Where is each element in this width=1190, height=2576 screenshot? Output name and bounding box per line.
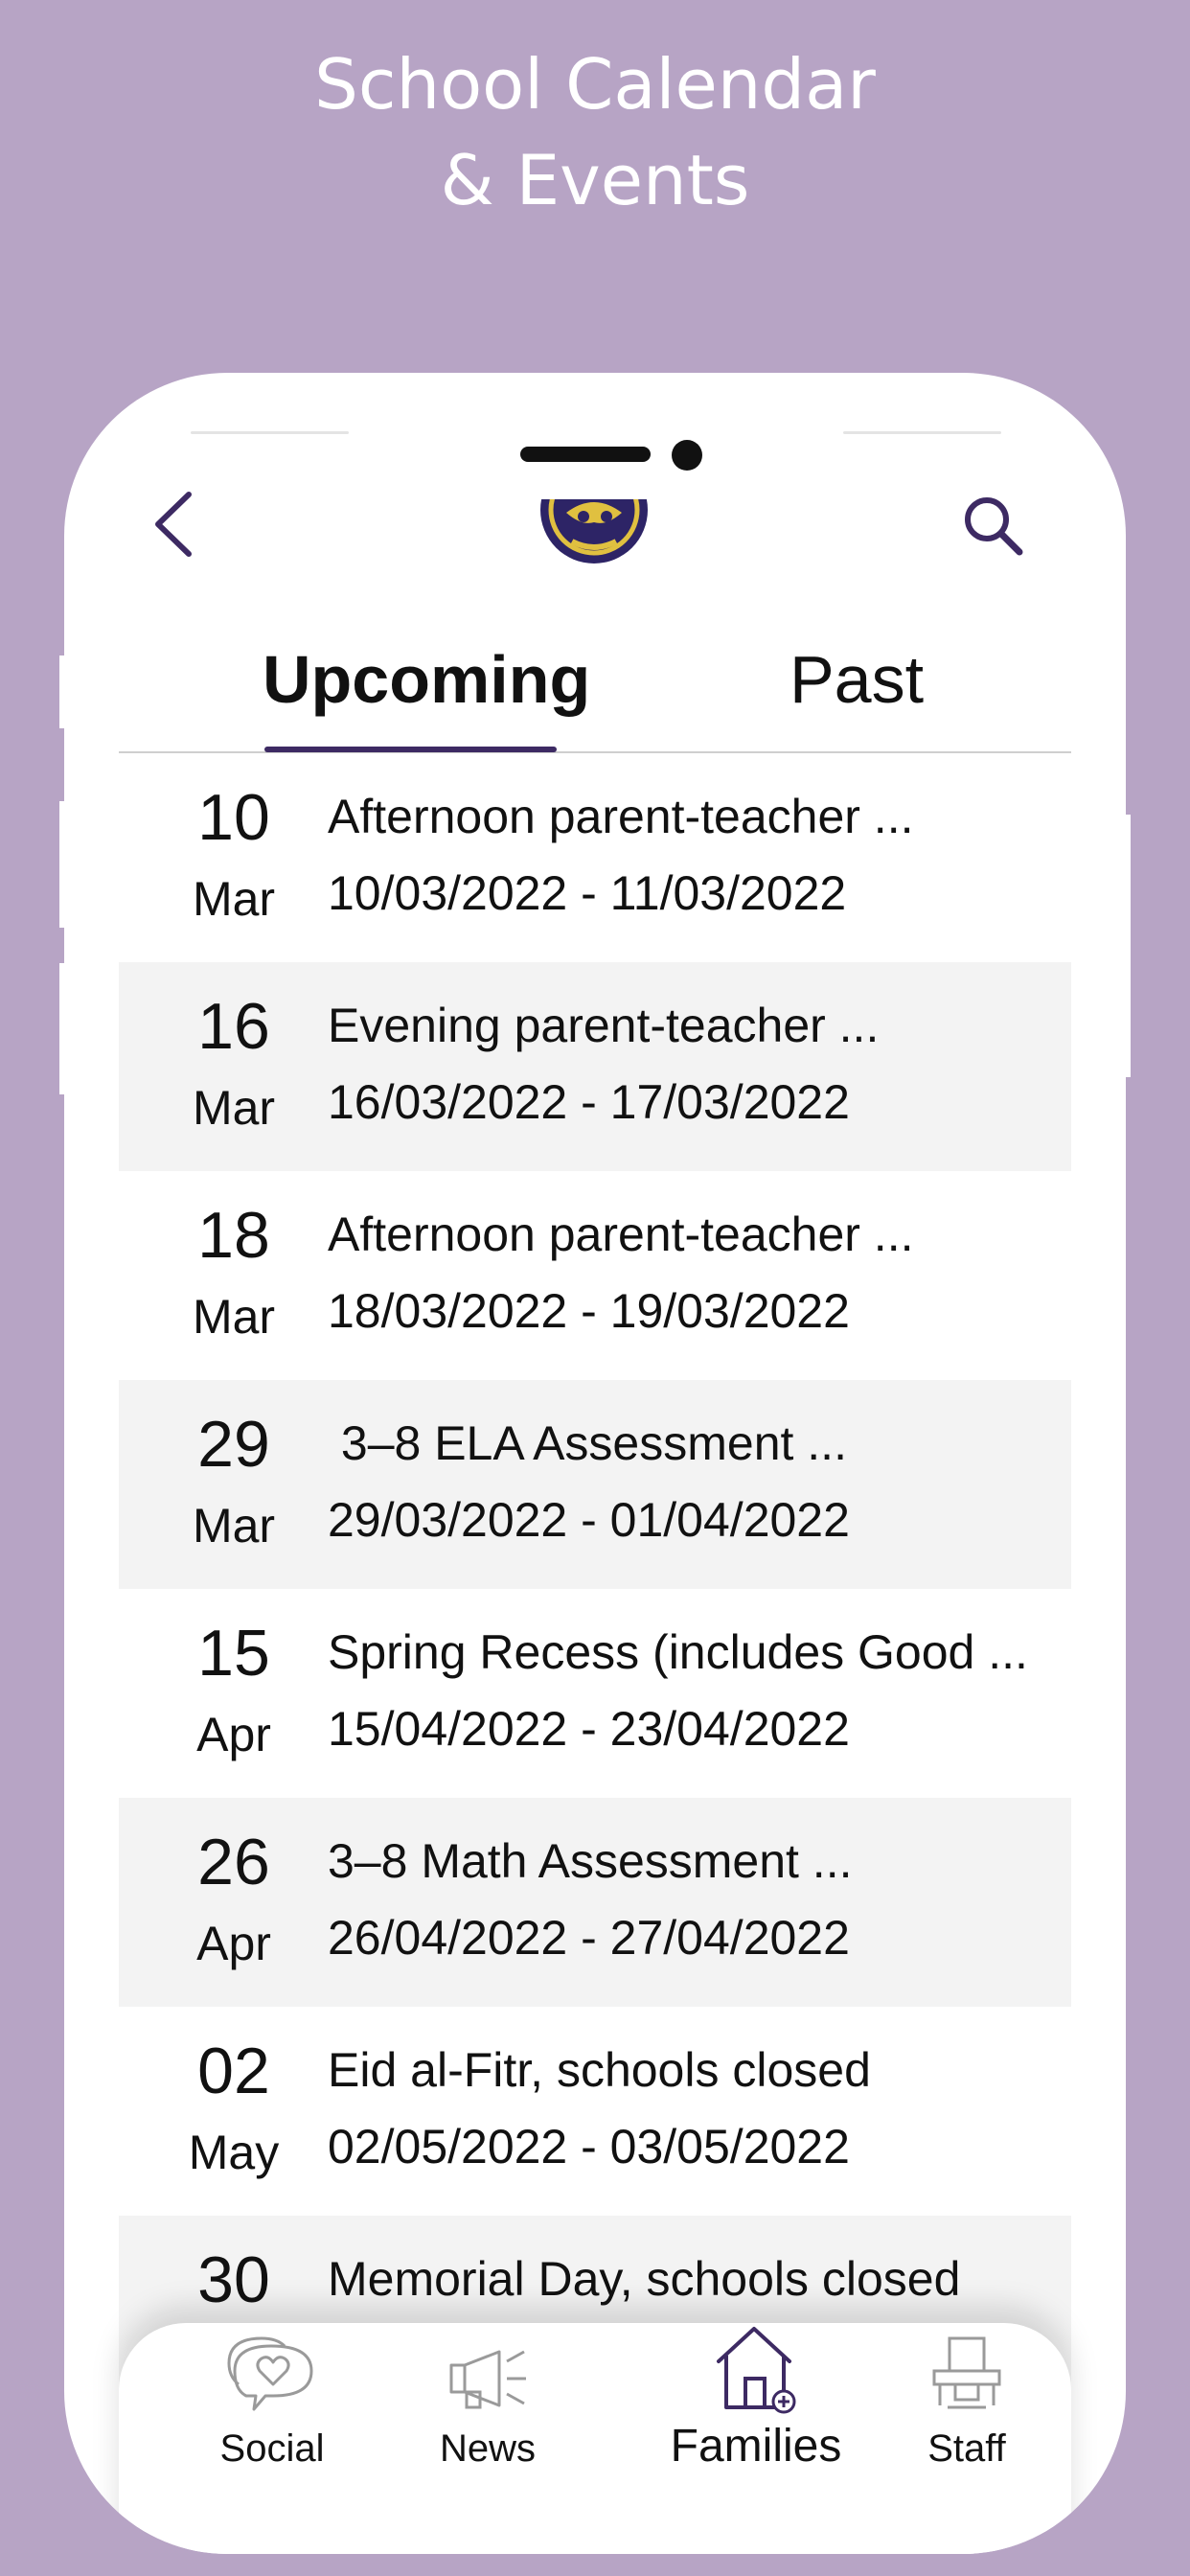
promo-title [0, 36, 1190, 228]
notch-edge [843, 431, 1001, 434]
phone-camera [672, 440, 702, 471]
event-date-range: 02/05/2022 - 03/05/2022 [328, 2120, 850, 2174]
search-button[interactable] [953, 486, 1034, 566]
promo-title-line-2: & Events [440, 140, 750, 220]
bottom-navigation [119, 2323, 1071, 2554]
nav-social-label: Social [219, 2427, 325, 2470]
nav-social[interactable] [205, 2333, 339, 2472]
nav-staff[interactable] [904, 2333, 1029, 2472]
event-month: Mar [192, 1290, 276, 1344]
event-day: 02 [197, 2035, 270, 2107]
event-date-range: 26/04/2022 - 27/04/2022 [328, 1911, 850, 1965]
event-row[interactable] [119, 753, 1071, 962]
event-title: Eid al-Fitr, schools closed [328, 2043, 871, 2097]
event-row[interactable] [119, 1798, 1071, 2007]
event-date-range: 29/03/2022 - 01/04/2022 [328, 1493, 850, 1547]
event-title: Spring Recess (includes Good ... [328, 1625, 1028, 1679]
event-title: Evening parent-teacher ... [328, 999, 880, 1052]
event-title: 3–8 Math Assessment ... [328, 1834, 853, 1888]
event-list [119, 753, 1071, 2425]
event-month: Apr [196, 1917, 271, 1970]
event-month: Mar [192, 1081, 276, 1135]
promo-title-line-1: School Calendar [314, 44, 876, 125]
phone-frame [64, 373, 1126, 2554]
speech-bubble-heart-icon [225, 2333, 319, 2415]
nav-families-label: Families [670, 2421, 842, 2472]
event-title: 3–8 ELA Assessment ... [328, 1416, 847, 1470]
school-crest-logo [538, 499, 651, 566]
event-month: Mar [192, 1499, 276, 1552]
nav-families[interactable] [665, 2323, 847, 2471]
search-icon [962, 494, 1025, 558]
event-month: Mar [192, 872, 276, 926]
event-day: 30 [197, 2243, 270, 2316]
event-date-range: 10/03/2022 - 11/03/2022 [328, 866, 847, 920]
event-day: 29 [197, 1408, 270, 1481]
event-row[interactable] [119, 962, 1071, 1171]
nav-news[interactable] [421, 2333, 555, 2472]
event-day: 16 [197, 990, 270, 1063]
event-row[interactable] [119, 1589, 1071, 1798]
staff-icon [930, 2333, 1003, 2415]
event-month: May [188, 2126, 280, 2179]
house-icon [715, 2323, 797, 2415]
active-tab-indicator [264, 747, 557, 752]
event-row[interactable] [119, 1171, 1071, 1380]
phone-speaker [520, 447, 651, 462]
event-row[interactable] [119, 2007, 1071, 2216]
event-date-range: 16/03/2022 - 17/03/2022 [328, 1075, 850, 1129]
event-tabs [119, 612, 1071, 754]
event-title: Afternoon parent-teacher ... [328, 790, 914, 843]
event-title: Memorial Day, schools closed [328, 2252, 961, 2306]
event-row[interactable] [119, 1380, 1071, 1589]
event-day: 15 [197, 1617, 270, 1690]
event-title: Afternoon parent-teacher ... [328, 1208, 914, 1261]
event-date-range: 15/04/2022 - 23/04/2022 [328, 1702, 850, 1756]
nav-news-label: News [439, 2427, 537, 2470]
tab-upcoming[interactable]: Upcoming [263, 642, 591, 717]
nav-staff-label: Staff [927, 2427, 1006, 2470]
event-day: 26 [197, 1826, 270, 1898]
back-button[interactable] [145, 486, 202, 563]
event-day: 18 [197, 1199, 270, 1272]
notch-edge [191, 431, 349, 434]
event-day: 10 [197, 781, 270, 854]
chevron-left-icon [152, 491, 195, 558]
tab-past[interactable]: Past [789, 642, 925, 717]
megaphone-icon [446, 2333, 530, 2415]
event-month: Apr [196, 1708, 271, 1761]
event-date-range: 18/03/2022 - 19/03/2022 [328, 1284, 850, 1338]
